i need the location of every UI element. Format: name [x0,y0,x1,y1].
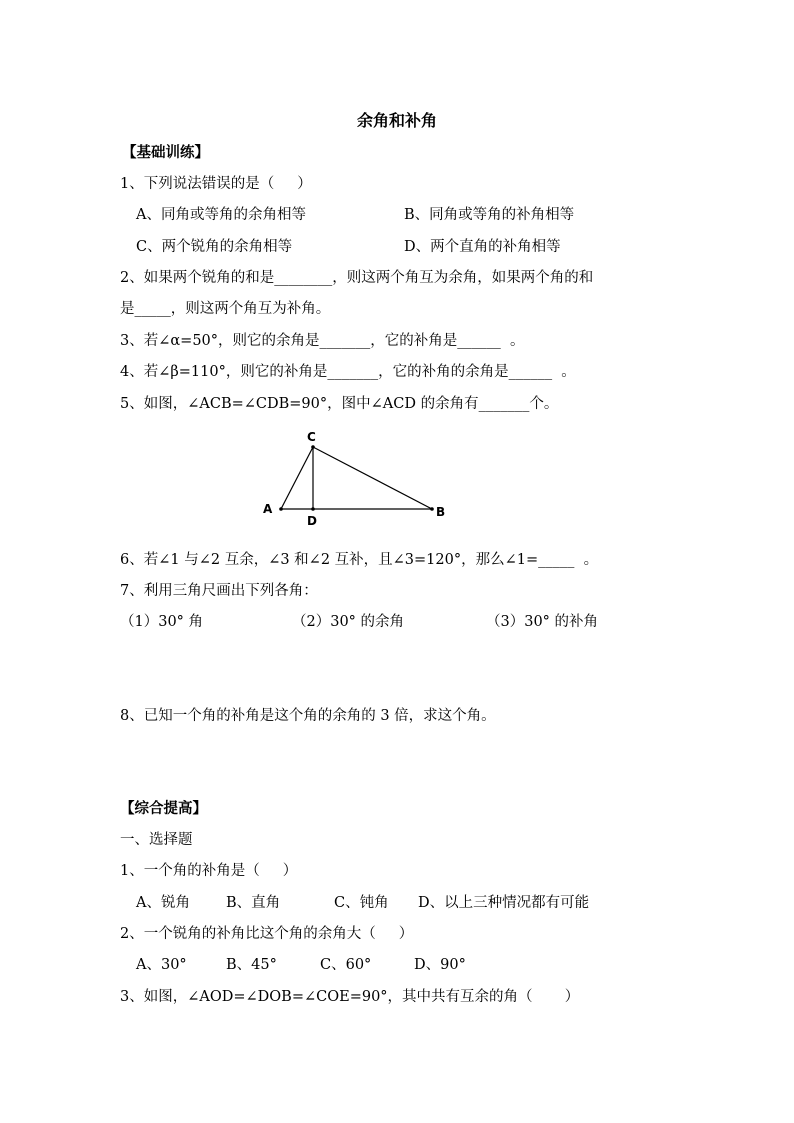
advanced-q1-option-c: C、钝角 [334,895,389,911]
basic-q8: 8、已知一个角的补角是这个角的余角的 3 倍，求这个角。 [120,708,496,724]
basic-q5: 5、如图，∠ACB=∠CDB=90°，图中∠ACD 的余角有_______个。 [120,396,559,412]
advanced-q2-stem: 2、一个锐角的补角比这个角的余角大（ ） [120,926,414,942]
basic-q7-stem: 7、利用三角尺画出下列各角： [120,583,318,599]
advanced-q1-option-b: B、直角 [226,895,281,911]
point-d [311,507,315,511]
point-b [430,507,434,511]
basic-q1-stem: 1、下列说法错误的是（ ） [120,176,312,192]
section-heading-advanced: 【综合提高】 [120,800,207,817]
basic-q7-part-2: （2）30° 的余角 [292,614,405,630]
advanced-q2-option-c: C、60° [320,957,372,973]
basic-q7-part-3: （3）30° 的补角 [486,614,599,630]
advanced-subheading: 一、选择题 [120,832,193,848]
point-c [311,445,315,449]
basic-q1-option-a: A、同角或等角的余角相等 [136,207,306,223]
label-c: C [307,430,316,444]
basic-q1-option-c: C、两个锐角的余角相等 [136,239,293,255]
point-a [279,507,283,511]
advanced-q2-option-b: B、45° [226,957,277,973]
segment-ac [281,447,313,509]
basic-q3: 3、若∠α=50°，则它的余角是_______，它的补角是______ 。 [120,333,525,349]
section-heading-basic: 【基础训练】 [122,144,209,161]
basic-q6: 6、若∠1 与∠2 互余，∠3 和∠2 互补，且∠3=120°，那么∠1=_____ 。 [120,552,599,568]
label-b: B [436,505,446,519]
basic-q1-option-d: D、两个直角的补角相等 [404,239,561,255]
basic-q2-line1: 2、如果两个锐角的和是________，则这两个角互为余角，如果两个角的和 [120,270,594,286]
page-title: 余角和补角 [356,111,437,130]
advanced-q1-stem: 1、一个角的补角是（ ） [120,863,298,879]
basic-q1-option-b: B、同角或等角的补角相等 [404,207,575,223]
label-a: A [263,502,273,516]
segment-cb [313,447,432,509]
advanced-q2-option-d: D、90° [414,957,466,973]
advanced-q2-option-a: A、30° [136,957,187,973]
advanced-q3: 3、如图，∠AOD=∠DOB=∠COE=90°，其中共有互余的角（ ） [120,989,580,1005]
triangle-figure [256,424,456,534]
basic-q7-part-1: （1）30° 角 [120,614,204,630]
advanced-q1-option-d: D、以上三种情况都有可能 [418,895,590,911]
basic-q4: 4、若∠β=110°，则它的补角是_______，它的补角的余角是______ 。 [120,364,576,380]
basic-q2-line2: 是_____，则这两个角互为补角。 [120,301,331,317]
label-d: D [307,514,317,528]
advanced-q1-option-a: A、锐角 [136,895,190,911]
